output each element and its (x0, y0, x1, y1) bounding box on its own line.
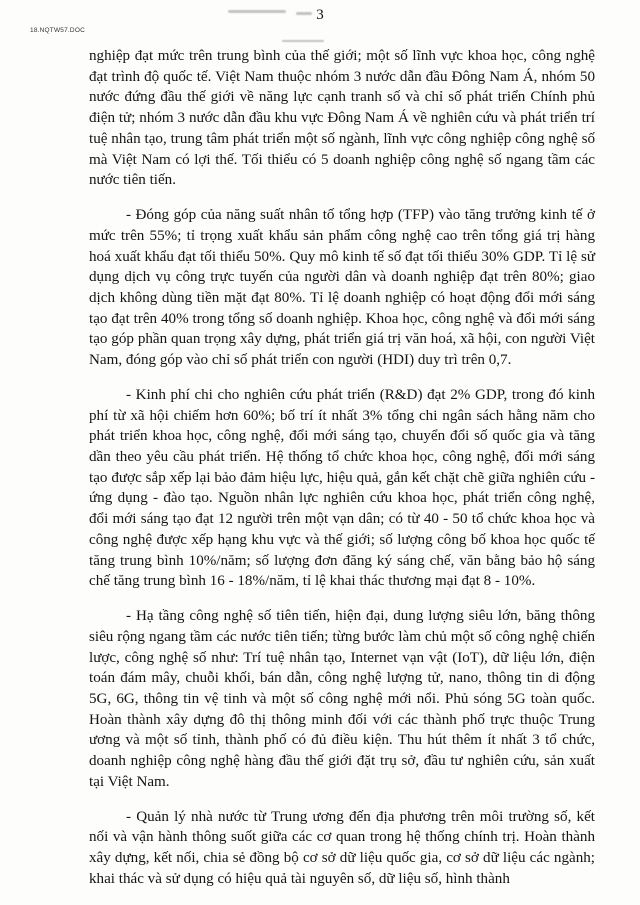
document-body (89, 46, 595, 889)
page-number: 3 (316, 7, 324, 23)
paragraph-continuation: nghiệp đạt mức trên trung bình của thế giới; một số lĩnh vực khoa học, công nghệ đạt trình độ quốc tế. Việt Nam thuộc nhóm 3 nước dẫn đầu Đông Nam Á, nhóm 50 nước đứng đầu thế giới về năng lực cạnh tranh số và chỉ số phát triển Chính phủ điện tử; nhóm 3 nước dẫn đầu khu vực Đông Nam Á về nghiên cứu và phát triển trí tuệ nhân tạo, trung tâm phát triển một số ngành, lĩnh vực công nghiệp công nghệ số mà Việt Nam có lợi thế. Tối thiểu có 5 doanh nghiệp công nghệ số ngang tầm các nước tiên tiến. (89, 48, 595, 189)
file-tag: 18.NQTW57.DOC (30, 27, 85, 34)
paragraph-tfp-export-digital-economy: - Đóng góp của năng suất nhân tố tổng hợp (TFP) vào tăng trưởng kinh tế ở mức trên 55%; tỉ trọng xuất khẩu sản phẩm công nghệ cao trên tổng giá trị hàng hoá xuất khẩu đạt tối thiểu 50%. Quy mô kinh tế số đạt tối thiểu 30% GDP. Tỉ lệ sử dụng dịch vụ công trực tuyến của người dân và doanh nghiệp đạt trên 80%; giao dịch không dùng tiền mặt đạt 80%. Tỉ lệ doanh nghiệp có hoạt động đổi mới sáng tạo đạt trên 40% trong tổng số doanh nghiệp. Khoa học, công nghệ và đổi mới sáng tạo góp phần quan trọng xây dựng, phát triển giá trị văn hoá, xã hội, con người Việt Nam, đóng góp vào chỉ số phát triển con người (HDI) duy trì trên 0,7. (89, 207, 595, 369)
paragraph-rd-funding: - Kinh phí chi cho nghiên cứu phát triển (R&D) đạt 2% GDP, trong đó kinh phí từ xã hội chiếm hơn 60%; bố trí ít nhất 3% tổng chi ngân sách hằng năm cho phát triển khoa học, công nghệ, đổi mới sáng tạo, chuyển đổi số quốc gia và tăng dần theo yêu cầu phát triển. Hệ thống tổ chức khoa học, công nghệ, đổi mới sáng tạo được sắp xếp lại bảo đảm hiệu lực, hiệu quả, gắn kết chặt chẽ giữa nghiên cứu - ứng dụng - đào tạo. Nguồn nhân lực nghiên cứu khoa học, phát triển công nghệ, đổi mới sáng tạo đạt 12 người trên một vạn dân; có từ 40 - 50 tổ chức khoa học và công nghệ được xếp hạng khu vực và thế giới; số lượng công bố khoa học quốc tế tăng trung bình 10%/năm; số lượng đơn đăng ký sáng chế, văn bằng bảo hộ sáng chế tăng trung bình 16 - 18%/năm, tỉ lệ khai thác thương mại đạt 8 - 10%. (89, 386, 595, 590)
scan-smudge-mid (282, 40, 324, 42)
paragraph-state-management: - Quản lý nhà nước từ Trung ương đến địa phương trên môi trường số, kết nối và vận hành thông suốt giữa các cơ quan trong hệ thống chính trị. Hoàn thành xây dựng, kết nối, chia sẻ đồng bộ cơ sở dữ liệu quốc gia, cơ sở dữ liệu các ngành; khai thác và sử dụng có hiệu quả tài nguyên số, dữ liệu số, hình thành (89, 808, 595, 887)
paragraph-digital-infrastructure: - Hạ tầng công nghệ số tiên tiến, hiện đại, dung lượng siêu lớn, băng thông siêu rộng ngang tầm các nước tiên tiến; từng bước làm chủ một số công nghệ chiến lược, công nghệ số như: Trí tuệ nhân tạo, Internet vạn vật (IoT), dữ liệu lớn, điện toán đám mây, chuỗi khối, bán dẫn, công nghệ lượng tử, nano, thông tin di động 5G, 6G, thông tin vệ tinh và một số công nghệ mới nổi. Phủ sóng 5G toàn quốc. Hoàn thành xây dựng đô thị thông minh đối với các thành phố trực thuộc Trung ương và một số tỉnh, thành phố có đủ điều kiện. Thu hút thêm ít nhất 3 tổ chức, doanh nghiệp công nghệ hàng đầu thế giới đặt trụ sở, đầu tư nghiên cứu, sản xuất tại Việt Nam. (89, 608, 595, 790)
